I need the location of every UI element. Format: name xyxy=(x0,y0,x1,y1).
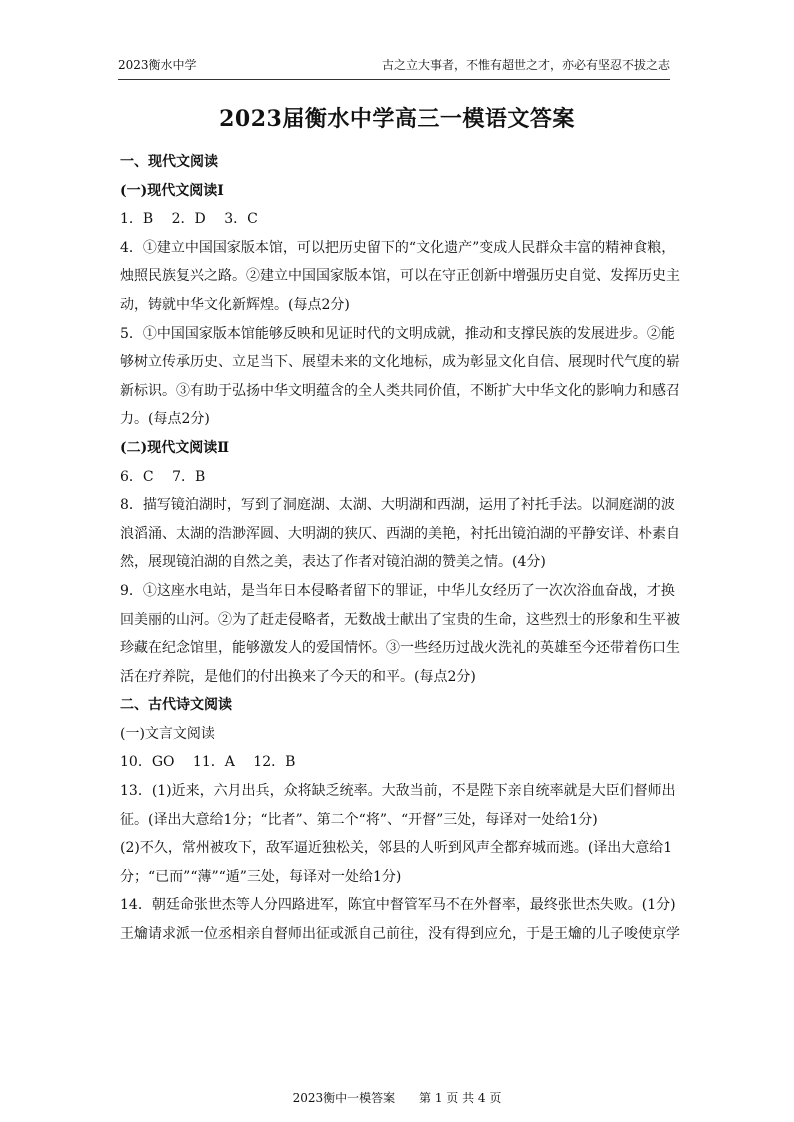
answer-line: 10．GO 11．A 12．B xyxy=(120,754,296,771)
answer-line: (一)文言文阅读 xyxy=(120,725,215,742)
section-heading: 一、现代文阅读 xyxy=(120,154,218,170)
answer-line: (2)不久，常州被攻下，敌军逼近独松关，邻县的人听到风声全都弃城而逃。(译出大意给1 xyxy=(120,840,673,857)
section-heading: (一)现代文阅读Ⅰ xyxy=(120,182,224,199)
header-divider xyxy=(118,79,670,80)
answer-line: 5．①中国国家版本馆能够反映和见证时代的文明成就，推动和支撑民族的发展进步。②能 xyxy=(120,325,675,342)
answer-line: 新标识。③有助于弘扬中华文明蕴含的全人类共同价值，不断扩大中华文化的影响力和感召 xyxy=(120,382,680,399)
answer-line: 珍藏在纪念馆里，能够激发人的爱国情怀。③一些经历过战火洗礼的英雄至今还带着伤口生 xyxy=(120,640,680,657)
answer-line: 分；“已而”“薄”“遁”三处，每译对一处给1分) xyxy=(120,868,402,885)
answer-line: 然，展现镜泊湖的自然之美，表达了作者对镜泊湖的赞美之情。(4分) xyxy=(120,554,546,571)
answer-content xyxy=(120,148,684,949)
answer-line: 回美丽的山河。②为了赶走侵略者，无数战士献出了宝贵的生命，这些烈士的形象和生平被 xyxy=(120,611,680,628)
page-footer xyxy=(0,1089,794,1106)
answer-line: 力。(每点2分) xyxy=(120,411,210,428)
footer-page-number: 第 1 页 共 4 页 xyxy=(419,1091,502,1105)
header-school: 2023衡水中学 xyxy=(118,58,197,72)
document-title: 2023届衡水中学高三一模语文答案 xyxy=(219,106,575,132)
page-header xyxy=(118,56,670,78)
answer-line: 动，铸就中华文化新辉煌。(每点2分) xyxy=(120,296,350,313)
answer-line: 活在疗养院，是他们的付出换来了今天的和平。(每点2分) xyxy=(120,668,476,685)
answer-line: 征。(译出大意给1分；“比者”、第二个“将”、“开督”三处，每译对一处给1分) xyxy=(120,811,598,828)
section-heading: (二)现代文阅读Ⅱ xyxy=(120,439,230,456)
answer-line: 够树立传承历史、立足当下、展望未来的文化地标，成为彰显文化自信、展现时代气度的崭 xyxy=(120,354,680,371)
answer-line: 14．朝廷命张世杰等人分四路进军，陈宜中督管军马不在外督率，最终张世杰失败。(1分) xyxy=(120,897,676,914)
answer-line: 6．C 7．B xyxy=(120,468,206,485)
answer-line: 1．B 2．D 3．C xyxy=(120,211,258,228)
answer-line: 烛照民族复兴之路。②建立中国国家版本馆，可以在守正创新中增强历史自觉、发挥历史主 xyxy=(120,268,680,285)
answer-line: 浪滔涌、太湖的浩渺浑圆、大明湖的狭仄、西湖的美艳，衬托出镜泊湖的平静安详、朴素自 xyxy=(120,525,680,542)
answer-line: 13．(1)近来，六月出兵，众将缺乏统率。大敌当前，不是陛下亲自统率就是大臣们督师出 xyxy=(120,783,676,800)
section-heading: 二、古代诗文阅读 xyxy=(120,697,232,714)
answer-line: 4．①建立中国国家版本馆，可以把历史留下的“文化遗产”变成人民群众丰富的精神食粮， xyxy=(120,239,676,256)
answer-line: 王爚请求派一位丞相亲自督师出征或派自己前往，没有得到应允，于是王爚的儿子唆使京学 xyxy=(120,926,680,943)
answer-line: 8．描写镜泊湖时，写到了洞庭湖、太湖、大明湖和西湖，运用了衬托手法。以洞庭湖的波 xyxy=(120,497,675,514)
answer-line: 9．①这座水电站，是当年日本侵略者留下的罪证，中华儿女经历了一次次浴血奋战，才换 xyxy=(120,582,675,599)
footer-doc-name: 2023衡中一模答案 xyxy=(292,1091,396,1105)
header-motto: 古之立大事者，不惟有超世之才，亦必有坚忍不拔之志 xyxy=(381,58,670,72)
